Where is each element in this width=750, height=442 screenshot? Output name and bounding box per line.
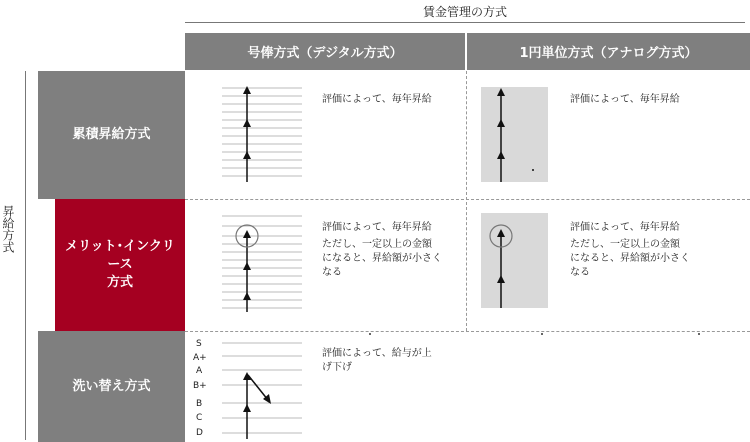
cell-cumulative-digital-text: 評価によって、毎年昇給 <box>322 94 432 105</box>
grade-label-c: C <box>196 413 203 423</box>
step-ladder-merit <box>222 212 304 312</box>
row-divider-1 <box>185 199 750 200</box>
side-axis-title: 昇給方式 <box>1 205 15 253</box>
cell-merit-analog-line-1: 評価によって、毎年昇給 <box>570 222 680 233</box>
cell-merit-analog-line-3: になると、昇給額が小さく <box>570 253 690 264</box>
row-header-merit-increase <box>55 199 185 331</box>
cell-merit-digital-line-1: 評価によって、毎年昇給 <box>322 222 432 233</box>
cell-merit-digital-line-2: ただし、一定以上の金額 <box>322 239 432 250</box>
cell-cumulative-analog-text: 評価によって、毎年昇給 <box>570 94 680 105</box>
side-axis-line <box>25 71 26 440</box>
title-divider <box>185 22 745 23</box>
speck-1 <box>369 333 371 335</box>
speck-2 <box>541 333 543 335</box>
cell-merit-analog-line-4: なる <box>570 267 590 278</box>
cell-replacement-line-1: 評価によって、給与が上 <box>322 348 432 359</box>
cell-merit-digital-line-3: になると、昇給額が小さく <box>322 253 442 264</box>
grade-label-d: D <box>196 428 203 438</box>
cell-merit-digital-line-4: なる <box>322 267 342 278</box>
column-header-analog: 1円単位方式（アナログ方式） <box>467 33 750 70</box>
cell-replacement-digital-text <box>322 347 432 375</box>
grade-label-s: S <box>196 339 202 349</box>
cell-merit-analog-line-2: ただし、一定以上の金額 <box>570 239 680 250</box>
speck-3 <box>698 333 700 335</box>
cell-merit-digital-text <box>322 221 442 280</box>
cell-replacement-line-2: げ下げ <box>322 362 352 373</box>
grade-label-b-plus: B+ <box>193 381 207 391</box>
diagram-title: 賃金管理の方式 <box>422 5 507 19</box>
grade-label-a: A <box>196 366 203 376</box>
row-divider-2 <box>185 331 750 332</box>
row-header-merit-line-2: ース <box>107 257 133 272</box>
row-header-merit-line-3: 方式 <box>106 275 133 290</box>
grade-label-a-plus: A+ <box>193 353 207 363</box>
grade-updown-chart <box>222 337 304 441</box>
column-header-digital: 号俸方式（デジタル方式） <box>185 33 465 70</box>
row-header-replacement: 洗い替え方式 <box>38 331 185 442</box>
grade-label-b: B <box>196 399 203 409</box>
row-header-cumulative: 累積昇給方式 <box>38 71 185 199</box>
column-divider <box>466 71 467 331</box>
row-header-merit-line-1: メリット･インクリ <box>65 239 175 254</box>
analog-panel-cumulative <box>481 87 548 182</box>
cell-merit-analog-text <box>570 221 690 280</box>
step-ladder-cumulative <box>222 84 304 184</box>
analog-panel-merit <box>481 213 548 308</box>
